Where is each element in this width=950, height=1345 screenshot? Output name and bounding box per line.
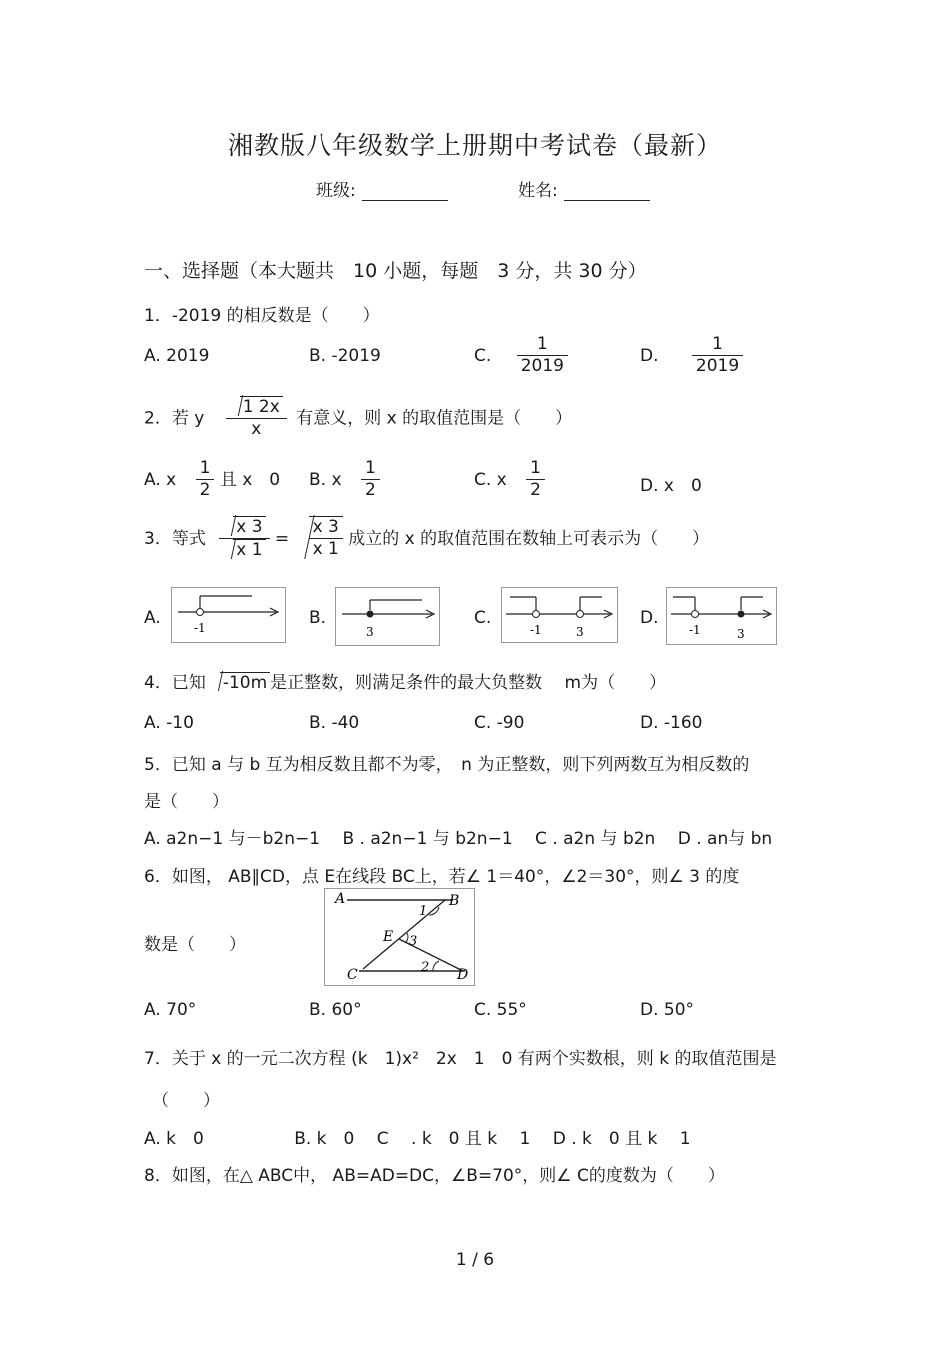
q1-option-b: B. -2019 bbox=[309, 346, 381, 366]
q6-angle-3: 3 bbox=[409, 934, 418, 949]
name-blank[interactable] bbox=[564, 182, 650, 201]
q2-c-num: 1 bbox=[526, 458, 545, 480]
q5-line2: 是（ ） bbox=[144, 792, 229, 812]
q3-stem bbox=[144, 516, 709, 562]
q4-option-b: B. -40 bbox=[309, 713, 360, 733]
q8-stem: 8．如图，在△ ABC中， AB=AD=DC，∠B=70°，则∠ C的度数为（ ） bbox=[144, 1166, 725, 1186]
q1-stem: 1．-2019 的相反数是（ ） bbox=[144, 306, 380, 326]
class-label: 班级: bbox=[316, 181, 356, 201]
q7-options: A. k 0 B. k 0 C . k 0 且 k 1 D . k 0 且 k 1 bbox=[144, 1129, 691, 1149]
q3-c-tick2: 3 bbox=[576, 625, 584, 639]
q3-pre: 3．等式 bbox=[144, 528, 206, 549]
q4-stem bbox=[144, 668, 666, 693]
q6-option-c: C. 55° bbox=[474, 1000, 527, 1020]
q3-c-label: C. bbox=[474, 608, 492, 628]
page-number: 1 / 6 bbox=[455, 1250, 495, 1270]
q3-equals: = bbox=[274, 528, 290, 549]
class-field bbox=[316, 176, 448, 201]
q3-post: 成立的 x 的取值范围在数轴上可表示为（ ） bbox=[348, 528, 710, 549]
q2-b-label: B. x bbox=[309, 469, 342, 490]
q3-d-tick1: -1 bbox=[689, 623, 701, 637]
q2-den: x bbox=[251, 419, 262, 440]
q6-option-a: A. 70° bbox=[144, 1000, 197, 1020]
q6-option-d: D. 50° bbox=[640, 1000, 695, 1020]
q3-a-label: A. bbox=[144, 608, 161, 628]
q2-stem bbox=[144, 396, 572, 441]
q5-line1: 5．已知 a 与 b 互为相反数且都不为零， n 为正整数，则下列两数互为相反数的 bbox=[144, 755, 750, 775]
q6-label-b: B bbox=[449, 893, 460, 909]
q6-label-a: A bbox=[335, 891, 346, 907]
q1-option-d bbox=[640, 334, 743, 378]
q3-num1: x 3 bbox=[233, 516, 265, 538]
q1-d-label: D. bbox=[640, 345, 659, 366]
q4-radical: -10m bbox=[220, 672, 270, 693]
page-title: 湘教版八年级数学上册期中考试卷（最新） bbox=[227, 131, 722, 160]
q6-angle-2: 2 bbox=[421, 960, 430, 975]
q6-line1: 6．如图， AB∥CD，点 E在线段 BC上，若∠ 1＝40°，∠2＝30°，则∠ 3 的度 bbox=[144, 867, 740, 887]
q1-option-c bbox=[474, 334, 568, 378]
q4-option-c: C. -90 bbox=[474, 713, 525, 733]
q1-d-den: 2019 bbox=[695, 356, 740, 377]
q3-d-label: D. bbox=[640, 608, 659, 628]
q3-d-tick2: 3 bbox=[737, 627, 745, 641]
q3-numberline-c bbox=[501, 587, 618, 643]
section-heading: 一、选择题（本大题共 10 小题，每题 3 分，共 30 分） bbox=[144, 260, 647, 282]
q6-label-c: C bbox=[347, 967, 358, 983]
q6-label-e: E bbox=[383, 929, 394, 945]
q3-num2: x 3 bbox=[309, 517, 343, 539]
q2-option-d: D. x 0 bbox=[640, 476, 702, 496]
q7-line1: 7．关于 x 的一元二次方程 (k 1)x² 2x 1 0 有两个实数根，则 k 的取值范围是 bbox=[144, 1049, 777, 1069]
q1-c-den: 2019 bbox=[520, 356, 564, 377]
q4-option-d: D. -160 bbox=[640, 713, 703, 733]
q1-d-num: 1 bbox=[692, 334, 743, 356]
q3-b-tick: 3 bbox=[366, 625, 374, 639]
name-label: 姓名: bbox=[518, 181, 558, 201]
q2-b-den: 2 bbox=[364, 480, 376, 501]
q2-a-num: 1 bbox=[196, 458, 215, 480]
q3-a-tick: -1 bbox=[194, 621, 206, 635]
q6-option-b: B. 60° bbox=[309, 1000, 362, 1020]
q3-numberline-d bbox=[666, 587, 777, 645]
q3-c-tick1: -1 bbox=[530, 623, 542, 637]
q2-option-a bbox=[144, 458, 280, 502]
name-field bbox=[518, 176, 650, 201]
q2-option-c bbox=[474, 458, 545, 502]
q4-option-a: A. -10 bbox=[144, 713, 194, 733]
class-blank[interactable] bbox=[362, 182, 448, 201]
q1-c-label: C. bbox=[474, 345, 492, 366]
q6-label-d: D bbox=[457, 967, 469, 983]
q2-c-den: 2 bbox=[530, 480, 541, 501]
q2-pre: 2．若 y bbox=[144, 408, 205, 429]
q6-line2: 数是（ ） bbox=[144, 935, 246, 955]
q1-c-num: 1 bbox=[517, 334, 568, 356]
q7-line2: （ ） bbox=[152, 1091, 220, 1111]
q2-b-num: 1 bbox=[361, 458, 380, 480]
q3-b-label: B. bbox=[309, 608, 327, 628]
q2-a-tail: 且 x 0 bbox=[219, 469, 281, 490]
q3-den1: x 1 bbox=[233, 539, 265, 561]
q2-a-den: 2 bbox=[199, 480, 211, 501]
q3-numberline-a bbox=[171, 587, 286, 643]
q2-option-b bbox=[309, 458, 380, 502]
q1-option-a: A. 2019 bbox=[144, 346, 210, 366]
q6-figure bbox=[324, 888, 475, 986]
q2-post: 有意义，则 x 的取值范围是（ ） bbox=[296, 408, 573, 429]
q4-post: 是正整数，则满足条件的最大负整数 m为（ ） bbox=[270, 673, 667, 693]
q3-numberline-b bbox=[335, 587, 440, 646]
q2-a-label: A. x bbox=[144, 469, 177, 490]
q4-pre: 4．已知 bbox=[144, 673, 206, 693]
q2-radical: 1 2x bbox=[240, 396, 283, 418]
q5-options: A. a2n−1 与－b2n−1 B . a2n−1 与 b2n−1 C . a2n 与 b2n D . an与 bn bbox=[144, 829, 773, 849]
q3-den2: x 1 bbox=[312, 539, 339, 560]
q2-c-label: C. x bbox=[474, 469, 507, 490]
q6-angle-1: 1 bbox=[419, 904, 428, 919]
